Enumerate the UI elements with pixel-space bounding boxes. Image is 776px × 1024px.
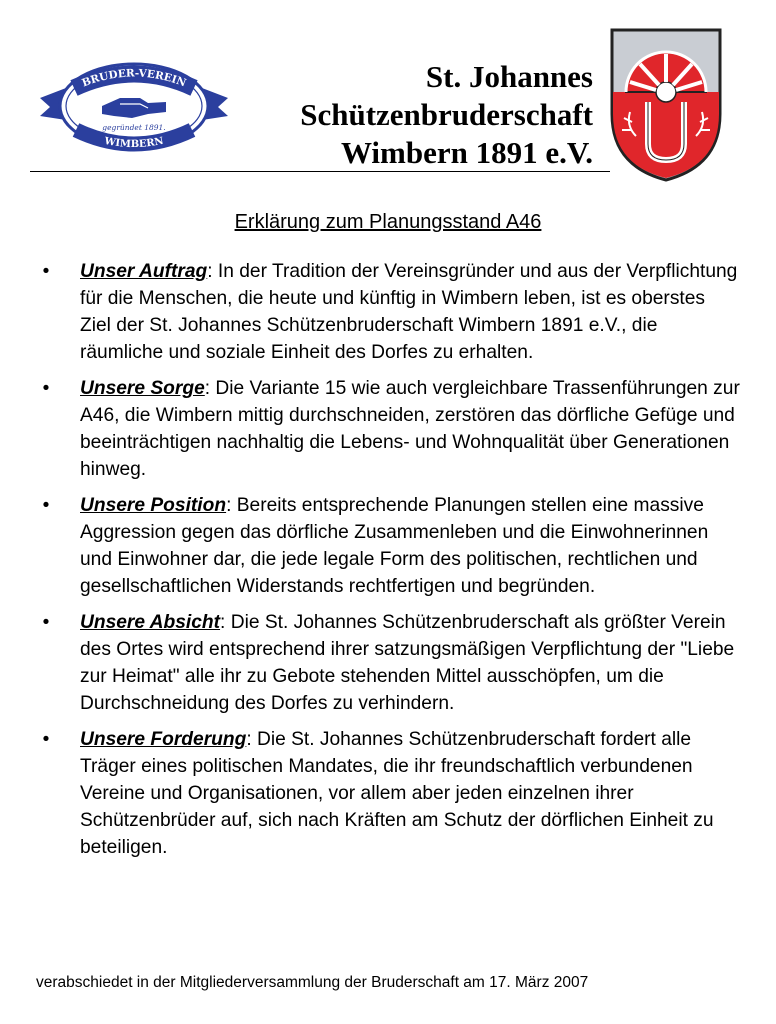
title-line-3: Wimbern 1891 e.V.: [340, 135, 593, 170]
title-line-1: St. Johannes: [425, 59, 593, 94]
bullet: •: [42, 495, 50, 516]
list-item: [36, 375, 741, 483]
title-divider: [30, 171, 610, 172]
list-item: [36, 258, 741, 366]
bullet: •: [42, 612, 50, 633]
coat-of-arms-icon: [608, 26, 724, 184]
item-term: Unsere Absicht: [80, 612, 221, 633]
item-term: Unsere Forderung: [80, 729, 247, 750]
document-subtitle: Erklärung zum Planungsstand A46: [234, 211, 542, 233]
footer-note: verabschiedet in der Mitgliederversammlung der Bruderschaft am 17. März 2007: [36, 974, 589, 991]
bullet: •: [42, 729, 50, 750]
statement-list: [36, 258, 741, 870]
list-item: [36, 726, 741, 861]
logo-banner-top-text: BRUDER-VEREIN: [80, 67, 188, 90]
item-text: : In der Tradition der Vereinsgründer und aus der Verpflichtung für die Menschen, die heute und künftig in Wimbern leben, ist es oberstes Ziel der St. Johannes Schützenbruderschaft Wimbern 1891 e.V., die räumliche und soziale Einheit des Dorfes zu erhalten.: [80, 261, 738, 363]
title-line-2: Schützenbruderschaft: [300, 97, 593, 132]
item-text: : Die St. Johannes Schützenbruderschaft als größter Verein des Ortes wird entsprechend ihrer satzungsmäßigen Verpflichtung der "Liebe zur Heimat" alle ihr zu Gebote stehenden Mittel ausschöpfen, um die Durchschneidung des Dorfes zu verhindern.: [80, 612, 735, 714]
bullet: •: [42, 261, 50, 282]
list-item: [36, 492, 741, 600]
organization-title: [173, 58, 593, 172]
item-term: Unsere Position: [80, 495, 227, 516]
item-text: : Bereits entsprechende Planungen stellen eine massive Aggression gegen das dörfliche Zusammenleben und die Einwohnerinnen und Einwohner dar, die jede legale Form des politischen, rechtlichen und gesellschaftlichen Widerstands rechtfertigen und begründen.: [80, 495, 709, 597]
logo-banner-bottom-text: WIMBERN: [103, 135, 165, 151]
item-text: : Die Variante 15 wie auch vergleichbare Trassenführungen zur A46, die Wimbern mittig durchschneiden, zerstören das dörfliche Gefüge und beeinträchtigen nachhaltig die Lebens- und Wohnqualität über Generationen hinweg.: [80, 378, 740, 480]
item-term: Unsere Sorge: [80, 378, 205, 399]
list-item: [36, 609, 741, 717]
bullet: •: [42, 378, 50, 399]
logo-founded-text: gegründet 1891.: [102, 123, 166, 132]
item-term: Unser Auftrag: [80, 261, 208, 282]
item-text: : Die St. Johannes Schützenbruderschaft fordert alle Träger eines politischen Mandates, die ihr freundschaftlich verbundenen Vereine und Organisationen, vor allem aber jeden einzelnen ihrer Schützenbrüder auf, sich nach Kräften am Schutz der dörflichen Einheit zu beteiligen.: [80, 729, 714, 858]
